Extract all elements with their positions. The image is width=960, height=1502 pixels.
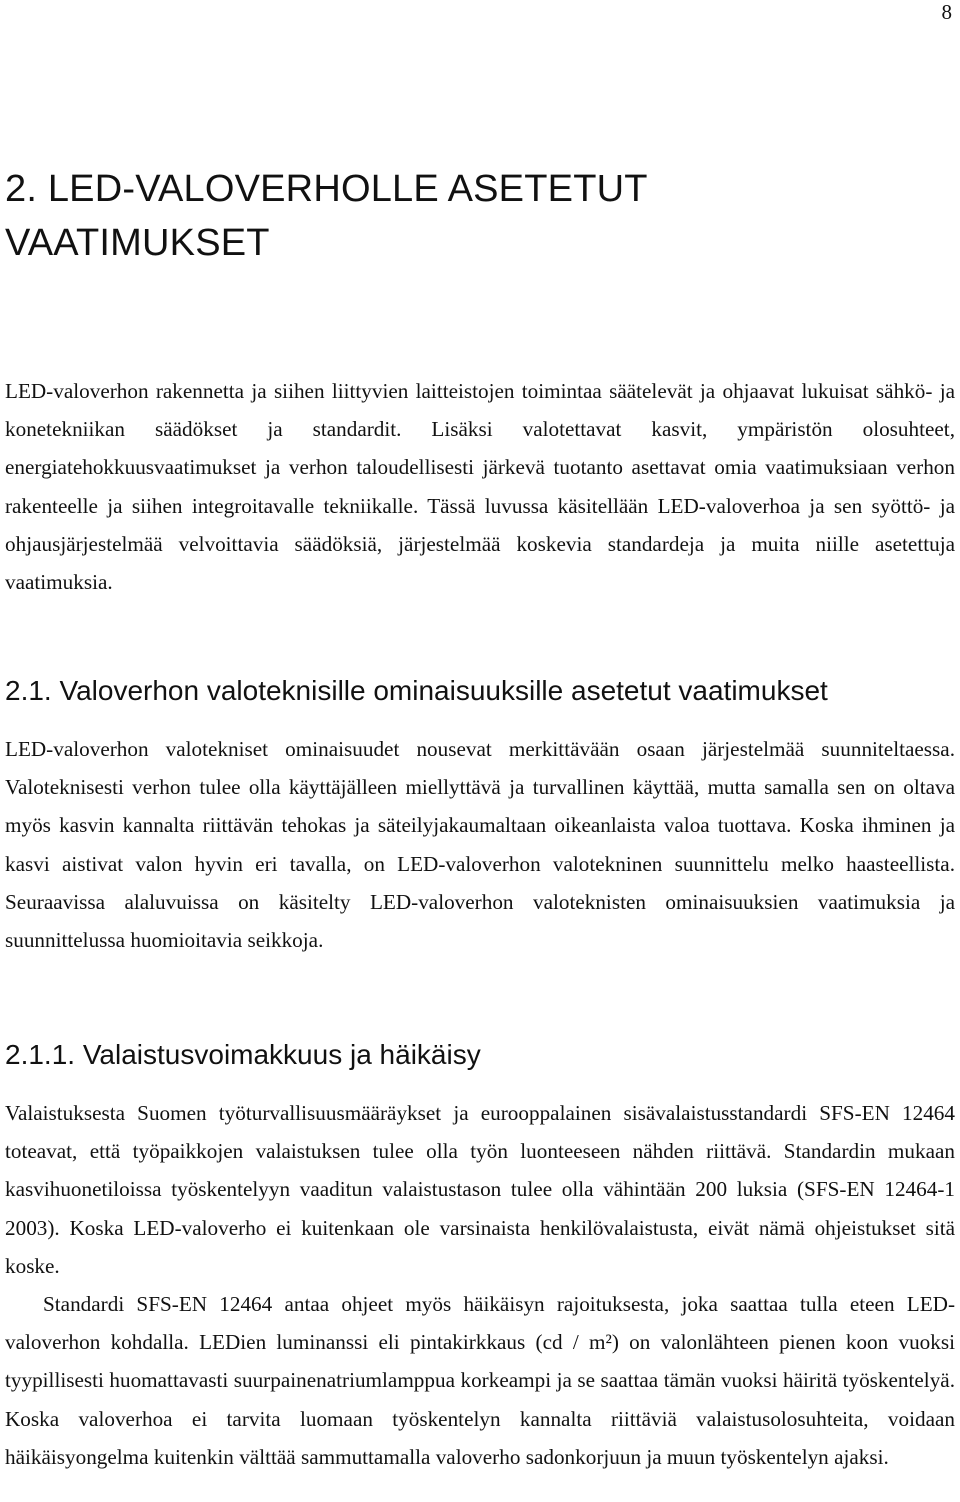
chapter-intro-paragraph: LED-valoverhon rakennetta ja siihen liittyvien laitteistojen toimintaa säätelevät ja ohjaavat lukuisat sähkö- ja konetekniikan säädökset ja standardit. Lisäksi valotettavat kasvit, ympäristön olosuhteet, energiatehokkuusvaatimukset ja verhon taloudellisesti järkevä tuotanto asettavat omia vaatimuksiaan verhon rakenteelle ja siihen integroitavalle tekniikalle. Tässä luvussa käsitellään LED-valoverhoa ja sen syöttö- ja ohjausjärjestelmää velvoittavia säädöksiä, järjestelmää koskevia standardeja ja muita niille asetettuja vaatimuksia. — [5, 379, 955, 595]
section-2-1-heading: 2.1. Valoverhon valoteknisille ominaisuuksille asetetut vaatimukset — [5, 675, 828, 706]
chapter-title: 2. LED-VALOVERHOLLE ASETETUT VAATIMUKSET — [5, 168, 647, 264]
section-2-1-paragraph: LED-valoverhon valotekniset ominaisuudet nousevat merkittävään osaan järjestelmää suunniteltaessa. Valoteknisesti verhon tulee olla käyttäjälleen miellyttävä ja turvallinen käyttää, mutta samalla sen on oltava myös kasvin kannalta riittävän tehokas ja säteilyjakaumaltaan oikeanlaista valoa tuottava. Koska ihminen ja kasvi aistivat valon hyvin eri tavalla, on LED-valoverhon valotekninen suunnittelu melko haasteellista. Seuraavissa alaluvuissa on käsitelty LED-valoverhon valoteknisten ominaisuuksien vaatimuksia ja suunnittelussa huomioitavia seikkoja. — [5, 737, 955, 953]
section-2-1-1-paragraph-2: Standardi SFS-EN 12464 antaa ohjeet myös häikäisyn rajoituksesta, joka saattaa tulla eteen LED-valoverhon kohdalla. LEDien luminanssi eli pintakirkkaus (cd / m²) on valonlähteen pienen koon vuoksi tyypillisesti huomattavasti suurpainenatriumlamppua korkeampi ja se saattaa tämän vuoksi häiritä työskentelyä. Koska valoverhoa ei tarvita luomaan työskentelyn kannalta riittäviä valaistusolosuhteita, voidaan häikäisyongelma kuitenkin välttää sammuttamalla valoverho sadonkorjuun ja muun työskentelyn ajaksi. — [5, 1292, 955, 1469]
page-number: 8 — [941, 0, 952, 24]
section-2-1-1-paragraph-1: Valaistuksesta Suomen työturvallisuusmääräykset ja eurooppalainen sisävalaistusstandardi SFS-EN 12464 toteavat, että työpaikkojen valaistuksen tulee olla työn luonteeseen nähden riittävä. Standardin mukaan kasvihuonetiloissa työskentelyyn vaaditun valaistustason tulee olla vähintään 200 luksia (SFS-EN 12464-1 2003). Koska LED-valoverho ei kuitenkaan ole varsinaista henkilövalaistusta, eivät nämä ohjeistukset sitä koske. — [5, 1101, 955, 1278]
section-2-1-1-heading: 2.1.1. Valaistusvoimakkuus ja häikäisy — [5, 1039, 481, 1070]
